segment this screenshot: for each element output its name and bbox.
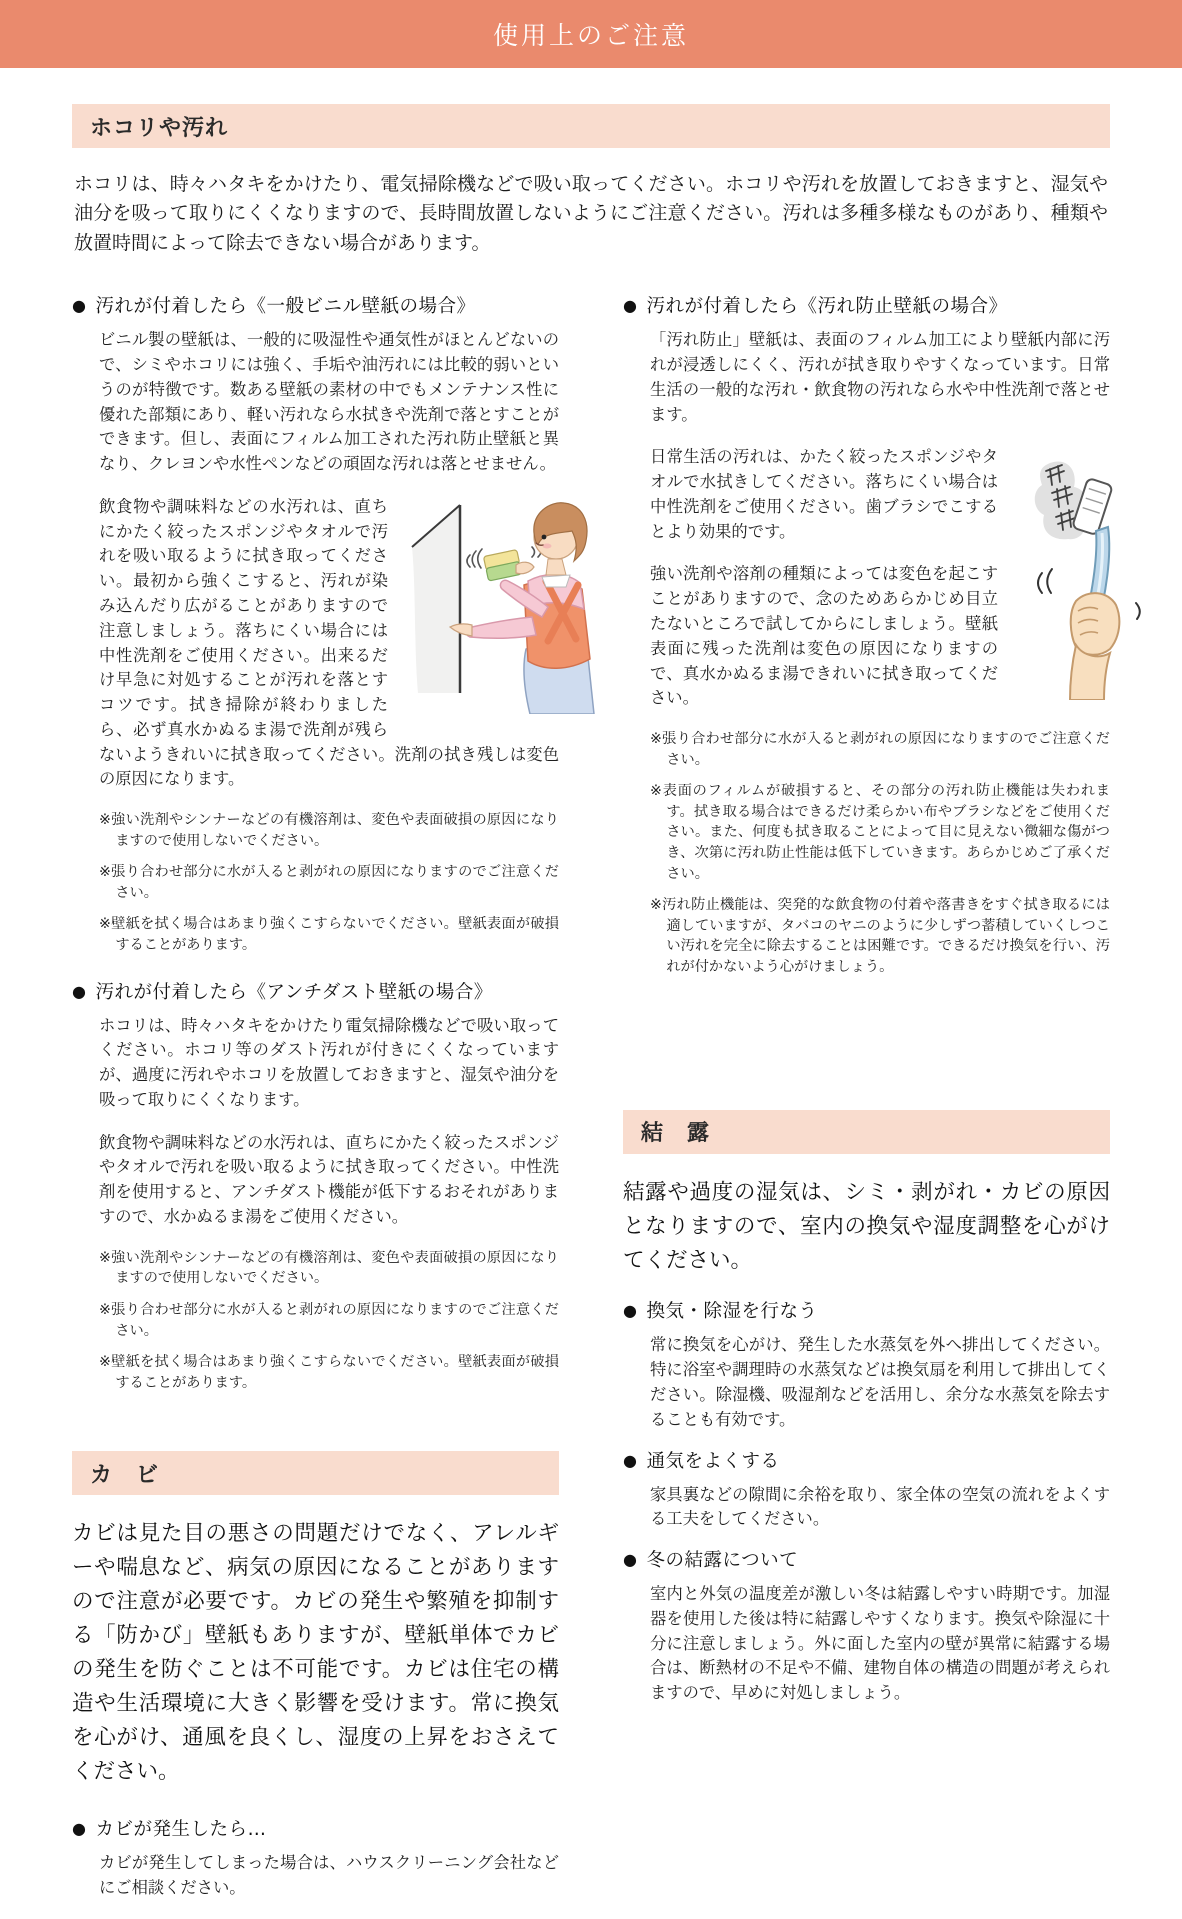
antidust-paragraph-1: ホコリは、時々ハタキをかけたり電気掃除機などで吸い取ってください。ホコリ等のダスト汚れが付きにくくなっていますが、過度に汚れやホコリを放置しておきますと、湿気や油分を吸って取りにくくなります。 <box>99 1015 559 1109</box>
condensation-item-winter <box>623 1546 1110 1706</box>
page-content <box>0 68 1182 1919</box>
page-banner <box>0 0 1182 68</box>
vinyl-note-2: ※張り合わせ部分に水が入ると剥がれの原因になりますのでご注意ください。 <box>99 864 559 901</box>
bullet-icon: ● <box>623 296 638 316</box>
stainproof-wrap-block <box>650 445 1110 781</box>
heading-winter-condensation <box>623 1546 1110 1572</box>
section-header-dust-dirt <box>72 104 1110 148</box>
winter-paragraph: 室内と外気の温度差が激しい冬は結露しやすい時期です。加湿器を使用した後は特に結露しやすくなります。換気や除湿に十分に注意しましょう。外に面した室内の壁が異常に結露する場合は、断熱材の不足や不備、建物自体の構造の問題が考えられますので、早めに対処しましょう。 <box>650 1584 1110 1703</box>
stainproof-note-2: ※表面のフィルムが破損すると、その部分の汚れ防止機能は失われます。拭き取る場合はできるだけ柔らかい布やブラシなどをご使用ください。また、何度も拭き取ることによって目に見えない微細な傷がつき、次第に汚れ防止性能は低下していきます。あらかじめご了承ください。 <box>650 783 1110 882</box>
vinyl-note-3: ※壁紙を拭く場合はあまり強くこすらないでください。壁紙表面が破損することがあります。 <box>99 916 559 954</box>
antidust-note-2: ※張り合わせ部分に水が入ると剥がれの原因になりますのでご注意ください。 <box>99 1301 559 1339</box>
stainproof-paragraph-1: 「汚れ防止」壁紙は、表面のフィルム加工により壁紙内部に汚れが浸透しにくく、汚れが拭き取りやすくなっています。日常生活の一般的な汚れ・飲食物の汚れなら水や中性洗剤で落とせます。 <box>650 330 1110 424</box>
right-column <box>623 282 1110 1720</box>
heading-ventilate-dehumidify <box>623 1297 1110 1323</box>
heading-antidust-wallpaper <box>72 978 559 1004</box>
heading-antidust-label: 汚れが付着したら《アンチダスト壁紙の場合》 <box>95 981 493 1003</box>
ventilate-paragraph: 常に換気を心がけ、発生した水蒸気を外へ排出してください。特に浴室や調理時の水蒸気などは換気扇を利用して排出してください。除湿機、吸湿剤などを活用し、余分な水蒸気を除去することも有効です。 <box>650 1335 1110 1429</box>
section-header-label: ホコリや汚れ <box>90 115 229 141</box>
bullet-icon: ● <box>623 1450 638 1470</box>
left-column <box>72 282 559 1918</box>
bullet-icon: ● <box>623 1301 638 1321</box>
vinyl-wrap-block <box>99 495 559 810</box>
antidust-note-3: ※壁紙を拭く場合はあまり強くこすらないでください。壁紙表面が破損することがあります。 <box>99 1354 559 1391</box>
mold-section <box>72 1451 559 1900</box>
condensation-item-ventilate <box>623 1297 1110 1432</box>
heading-ventilate-label: 換気・除湿を行なう <box>646 1301 818 1323</box>
heading-stainproof-label: 汚れが付着したら《汚れ防止壁紙の場合》 <box>646 296 1008 318</box>
dust-intro-paragraph: ホコリは、時々ハタキをかけたり、電気掃除機などで吸い取ってください。ホコリや汚れを放置しておきますと、湿気や油分を吸って取りにくくなりますので、長時間放置しないようにご注意ください。汚れは多種多様なものがあり、種類や放置時間によって除去できない場合があります。 <box>74 173 1108 254</box>
stainproof-paragraph-2: 日常生活の汚れは、かたく絞ったスポンジやタオルで水拭きしてください。落ちにくい場合は中性洗剤をご使用ください。歯ブラシでこするとより効果的です。 <box>650 447 998 541</box>
section-header-mold-label: カ ビ <box>90 1462 160 1488</box>
page-title: 使用上のご注意 <box>492 21 689 50</box>
heading-vinyl-wallpaper <box>72 292 559 318</box>
stainproof-note-3: ※汚れ防止機能は、突発的な飲食物の付着や落書きをすぐ拭き取るには適していますが、タバコのヤニのように少しずつ蓄積していくしつこい汚れを完全に除去することは困難です。できるだけ換気を行い、汚れが付かないよう心がけましょう。 <box>650 897 1110 975</box>
stainproof-paragraph-3: 強い洗剤や溶剤の種類によっては変色を起こすことがありますので、念のためあらかじめ目立たないところで試してからにしましょう。壁紙表面に残った洗剤は変色の原因になりますので、真水かぬるま湯できれいに拭き取ってください。 <box>650 564 998 708</box>
section-header-condensation-label: 結 露 <box>641 1121 711 1147</box>
vinyl-paragraph-2: 飲食物や調味料などの水汚れは、直ちにかたく絞ったスポンジやタオルで汚れを吸い取るように拭き取ってください。最初から強くこすると、汚れが染み込んだり広がることがありますので注意しましょう。落ちにくい場合には中性洗剤をご使用ください。出来るだけ早急に対処することが汚れを落とすコツです。拭き掃除が終わりましたら、必ず真水かぬるま湯で洗剤が残らないようきれいに拭き取ってください。洗剤の拭き残しは変色の原因になります。 <box>99 496 559 789</box>
section-header-mold <box>72 1451 559 1495</box>
condensation-item-airflow <box>623 1447 1110 1533</box>
mold-intro-paragraph: カビは見た目の悪さの問題だけでなく、アレルギーや喘息など、病気の原因になることがありますので注意が必要です。カビの発生や繁殖を抑制する「防かび」壁紙もありますが、壁紙単体でカビの発生を防ぐことは不可能です。カビは住宅の構造や生活環境に大きく影響を受けます。常に換気を心がけ、通風を良くし、湿度の上昇をおさえてください。 <box>72 1521 559 1785</box>
airflow-paragraph: 家具裏などの隙間に余裕を取り、家全体の空気の流れをよくする工夫をしてください。 <box>650 1484 1110 1529</box>
vinyl-paragraph-1: ビニル製の壁紙は、一般的に吸湿性や通気性がほとんどないので、シミやホコリには強く、手垢や油汚れには比較的弱いというのが特徴です。数ある壁紙の素材の中でもメンテナンス性に優れた部類にあり、軽い汚れなら水拭きや洗剤で落とすことができます。但し、表面にフィルム加工された汚れ防止壁紙と異なり、クレヨンや水性ペンなどの頑固な汚れは落とせません。 <box>99 330 559 474</box>
bullet-icon: ● <box>72 981 87 1001</box>
toothbrush-illustration <box>1012 445 1152 700</box>
heading-winter-label: 冬の結露について <box>646 1550 799 1572</box>
mold-advice-paragraph: カビが発生してしまった場合は、ハウスクリーニング会社などにご相談ください。 <box>99 1853 559 1897</box>
heading-stainproof-wallpaper <box>623 292 1110 318</box>
bullet-icon: ● <box>72 1819 87 1839</box>
heading-airflow-label: 通気をよくする <box>646 1450 780 1472</box>
vinyl-note-1: ※強い洗剤やシンナーなどの有機溶剤は、変色や表面破損の原因になりますので使用しないでください。 <box>99 812 559 849</box>
heading-vinyl-label: 汚れが付着したら《一般ビニル壁紙の場合》 <box>95 296 476 318</box>
heading-improve-airflow <box>623 1447 1110 1473</box>
antidust-paragraph-2: 飲食物や調味料などの水汚れは、直ちにかたく絞ったスポンジやタオルで汚れを吸い取るように拭き取ってください。中性洗剤を使用すると、アンチダスト機能が低下するおそれがありますので、水かぬるま湯をご使用ください。 <box>99 1132 559 1227</box>
heading-if-mold-occurs <box>72 1815 559 1841</box>
woman-cleaning-illustration <box>398 489 603 714</box>
section-header-condensation <box>623 1110 1110 1154</box>
two-column-layout <box>72 282 1110 1918</box>
bullet-icon: ● <box>72 296 87 316</box>
bullet-icon: ● <box>623 1550 638 1570</box>
heading-if-mold-occurs-label: カビが発生したら… <box>95 1819 267 1841</box>
antidust-note-1: ※強い洗剤やシンナーなどの有機溶剤は、変色や表面破損の原因になりますので使用しないでください。 <box>99 1249 559 1287</box>
condensation-intro-paragraph: 結露や過度の湿気は、シミ・剥がれ・カビの原因となりますので、室内の換気や湿度調整を心がけてください。 <box>623 1179 1110 1273</box>
condensation-section <box>623 1110 1110 1706</box>
stainproof-note-1: ※張り合わせ部分に水が入ると剥がれの原因になりますのでご注意ください。 <box>650 731 1110 768</box>
